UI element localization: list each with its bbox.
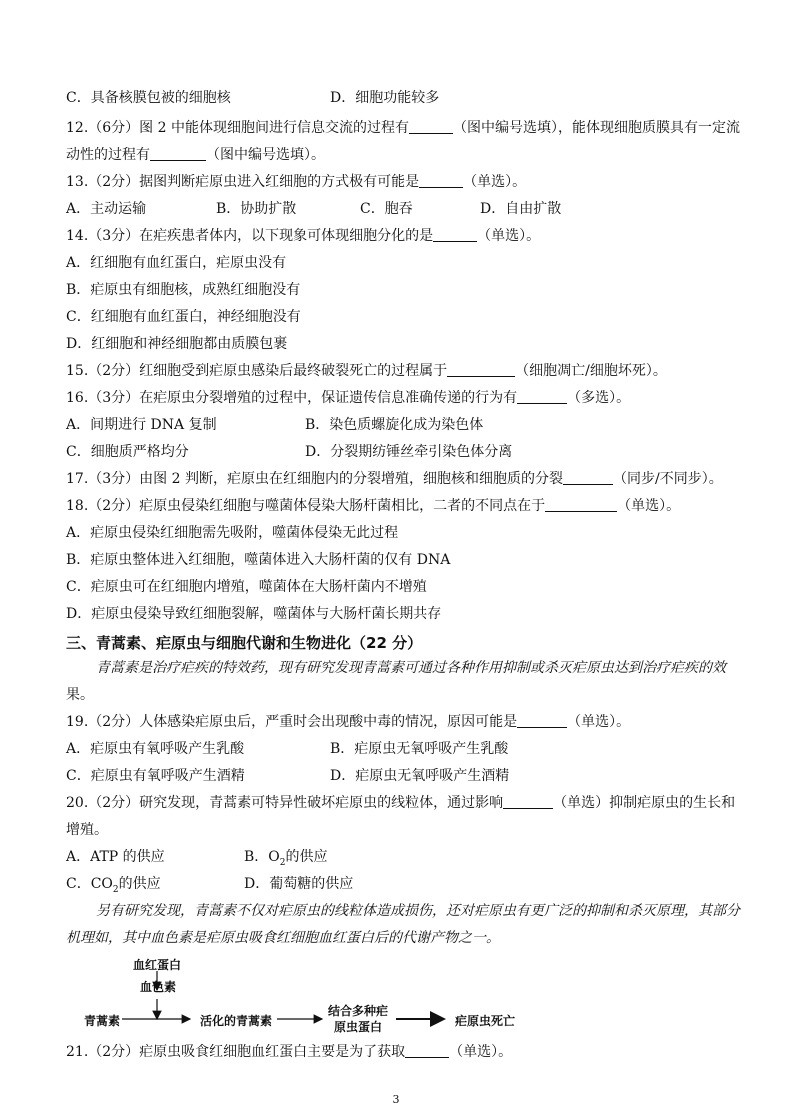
option-c: C．具备核膜包被的细胞核: [66, 90, 231, 106]
section-heading: 三、青蒿素、疟原虫与细胞代谢和生物进化（22 分）: [66, 634, 423, 652]
label-hemoglobin: 血红蛋白: [133, 958, 182, 972]
question-14: 14.（3分）在疟疾患者体内，以下现象可体现细胞分化的是 （单选）。: [66, 228, 541, 244]
question-15: 15.（2分）红细胞受到疟原虫感染后最终破裂死亡的过程属于 （细胞凋亡/细胞坏死）。: [66, 363, 667, 379]
question-12-cont: 动性的过程有 （图中编号选填）。: [66, 147, 325, 163]
option-d: D．红细胞和神经细胞都由质膜包裹: [66, 336, 288, 352]
answer-blank[interactable]: [545, 497, 617, 512]
page-number: 3: [392, 1093, 400, 1106]
question-20-cont: 增殖。: [66, 822, 108, 838]
option-b: B．染色质螺旋化成为染色体: [305, 417, 484, 433]
option-a: A．主动运输: [66, 201, 147, 217]
question-18: 18.（2分）疟原虫侵染红细胞与噬菌体侵染大肠杆菌相比，二者的不同点在于 （单选）。: [66, 498, 681, 514]
answer-blank[interactable]: [563, 470, 613, 485]
question-12: 12.（6分）图 2 中能体现细胞间进行信息交流的过程有 （图中编号选填），能体现细胞质膜具有一定流: [66, 120, 740, 136]
option-c: C．$CO_2$的供应: [66, 876, 161, 895]
option-b: B．$O_2$的供应: [244, 849, 328, 868]
label-bind-proteins: 结合多种疟: [328, 1004, 389, 1018]
answer-blank[interactable]: [419, 173, 463, 188]
question-13: 13.（2分）据图判断疟原虫进入红细胞的方式极有可能是 （单选）。: [66, 174, 527, 190]
label-bind-proteins-2: 原虫蛋白: [334, 1020, 383, 1034]
question-19: 19.（2分）人体感染疟原虫后，严重时会出现酸中毒的情况，原因可能是 （单选）。: [66, 714, 631, 730]
mechanism-diagram: [0, 955, 792, 1045]
option-a: A．ATP 的供应: [66, 849, 165, 865]
option-a: A．间期进行 DNA 复制: [66, 417, 217, 433]
answer-blank[interactable]: [405, 1043, 449, 1058]
question-21: 21.（2分）疟原虫吸食红细胞血红蛋白主要是为了获取 （单选）。: [66, 1044, 513, 1060]
answer-blank[interactable]: [517, 389, 567, 404]
answer-blank[interactable]: [517, 713, 567, 728]
option-c: C．胞吞: [360, 201, 413, 217]
option-c: C．疟原虫可在红细胞内增殖，噬菌体在大肠杆菌内不增殖: [66, 579, 427, 595]
answer-blank[interactable]: [409, 119, 453, 134]
intro-paragraph-2-cont: 机理如，其中血色素是疟原虫吸食红细胞血红蛋白后的代谢产物之一。: [66, 930, 500, 946]
option-d: D．疟原虫无氧呼吸产生酒精: [330, 768, 510, 784]
option-d: D．自由扩散: [480, 201, 562, 217]
option-d: D．细胞功能较多: [330, 90, 440, 106]
label-artemisinin: 青蒿素: [84, 1014, 121, 1028]
option-a: A．疟原虫侵染红细胞需先吸附，噬菌体侵染无此过程: [66, 525, 399, 541]
label-parasite-death: 疟原虫死亡: [455, 1014, 516, 1028]
option-b: B．协助扩散: [216, 201, 297, 217]
intro-paragraph: 青蒿素是治疗疟疾的特效药，现有研究发现青蒿素可通过各种作用抑制或杀灭疟原虫达到治疗疟疾的效: [96, 660, 726, 676]
label-activated-artemisinin: 活化的青蒿素: [200, 1014, 273, 1028]
answer-blank[interactable]: [503, 794, 553, 809]
label-heme: 血色素: [140, 980, 177, 994]
option-d: D．分裂期纺锤丝牵引染色体分离: [305, 444, 513, 460]
question-16: 16.（3分）在疟原虫分裂增殖的过程中，保证遗传信息准确传递的行为有 （多选）。: [66, 390, 631, 406]
option-b: B．疟原虫有细胞核，成熟红细胞没有: [66, 282, 301, 298]
option-a: A．疟原虫有氧呼吸产生乳酸: [66, 741, 245, 757]
option-c: C．红细胞有血红蛋白，神经细胞没有: [66, 309, 301, 325]
answer-blank[interactable]: [433, 227, 477, 242]
option-b: B．疟原虫整体进入红细胞，噬菌体进入大肠杆菌的仅有 DNA: [66, 552, 451, 568]
question-17: 17.（3分）由图 2 判断，疟原虫在红细胞内的分裂增殖，细胞核和细胞质的分裂 （同步/不同步）。: [66, 471, 723, 487]
intro-paragraph-2: 另有研究发现，青蒿素不仅对疟原虫的线粒体造成损伤，还对疟原虫有更广泛的抑制和杀灭原理，其部分: [96, 903, 740, 919]
option-d: D．葡萄糖的供应: [244, 876, 354, 892]
option-a: A．红细胞有血红蛋白，疟原虫没有: [66, 255, 287, 271]
option-d: D．疟原虫侵染导致红细胞裂解，噬菌体与大肠杆菌长期共存: [66, 606, 442, 622]
diagram-arrows: [0, 955, 792, 1045]
answer-blank[interactable]: [447, 362, 515, 377]
option-c: C．细胞质严格均分: [66, 444, 189, 460]
intro-paragraph-cont: 果。: [66, 687, 94, 703]
option-c: C．疟原虫有氧呼吸产生酒精: [66, 768, 245, 784]
option-b: B．疟原虫无氧呼吸产生乳酸: [330, 741, 509, 757]
answer-blank[interactable]: [150, 146, 206, 161]
question-20: 20.（2分）研究发现，青蒿素可特异性破坏疟原虫的线粒体，通过影响 （单选）抑制疟原虫的生长和: [66, 795, 736, 811]
